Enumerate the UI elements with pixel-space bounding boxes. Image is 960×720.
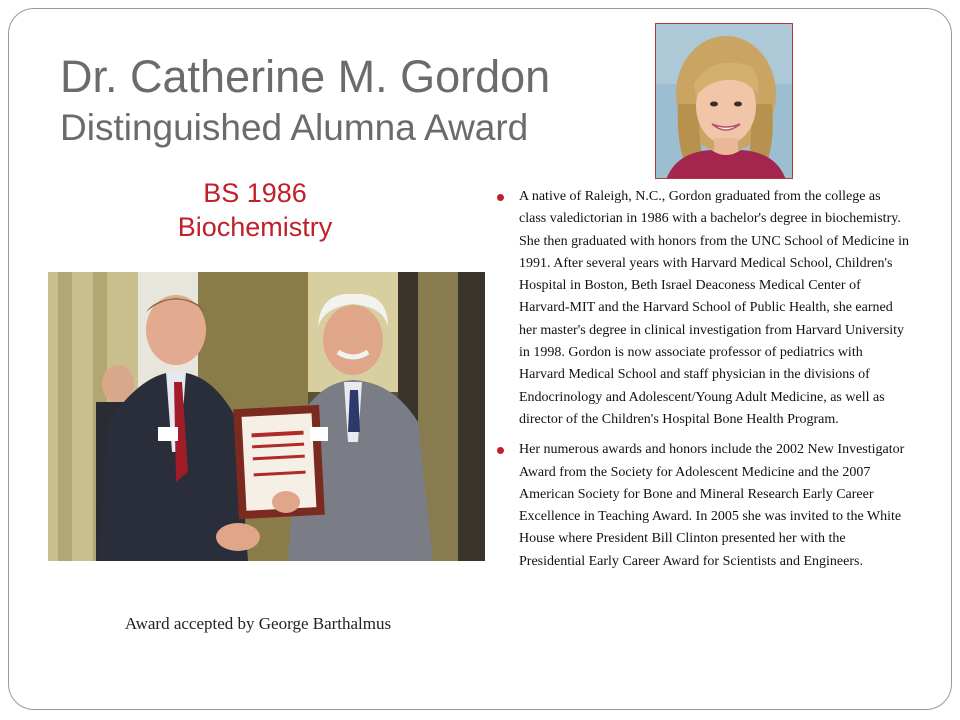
award-photo bbox=[48, 272, 485, 561]
bullet-dot bbox=[497, 447, 504, 454]
photo-caption: Award accepted by George Barthalmus bbox=[124, 614, 392, 633]
degree-major: Biochemistry bbox=[177, 212, 333, 242]
bio-paragraph bbox=[495, 439, 910, 573]
bio-text: Her numerous awards and honors include the 2002 New Investigator Award from the Society for Adolescent Medicine and the 2007 American Society for Bone and Mineral Research Early Career Excellence in Teaching Award. In 2005 she was invited to the White House where President Bill Clinton presented her with the Presidential Early Career Award for Scientists and Engineers. bbox=[519, 442, 905, 569]
bio-paragraph bbox=[495, 186, 910, 431]
slide-title bbox=[60, 50, 640, 152]
award-name: Distinguished Alumna Award bbox=[60, 107, 529, 148]
degree-year: BS 1986 bbox=[203, 178, 307, 208]
bio-list bbox=[495, 186, 910, 581]
degree-info bbox=[130, 176, 380, 244]
bullet-dot bbox=[497, 194, 504, 201]
award-ceremony-image bbox=[48, 272, 485, 561]
bio-text: A native of Raleigh, N.C., Gordon graduated from the college as class valedictorian in 1986 with a bachelor's degree in biochemistry. She then graduated with honors from the UNC School of Medicine in 1991. After several years with Harvard Medical School, Children's Hospital in Boston, Beth Israel Deaconess Medical Center of Harvard-MIT and the Harvard School of Public Health, she earned her master's degree in clinical investigation from Harvard University in 1998. Gordon is now associate professor of pediatrics with Harvard Medical School and staff physician in the divisions of Endocrinology and Adolescent/Young Adult Medicine, as well as director of the Children's Hospital Bone Health Program. bbox=[519, 189, 909, 427]
portrait-photo bbox=[655, 23, 793, 179]
portrait-image bbox=[656, 24, 793, 179]
honoree-name: Dr. Catherine M. Gordon bbox=[60, 51, 551, 102]
